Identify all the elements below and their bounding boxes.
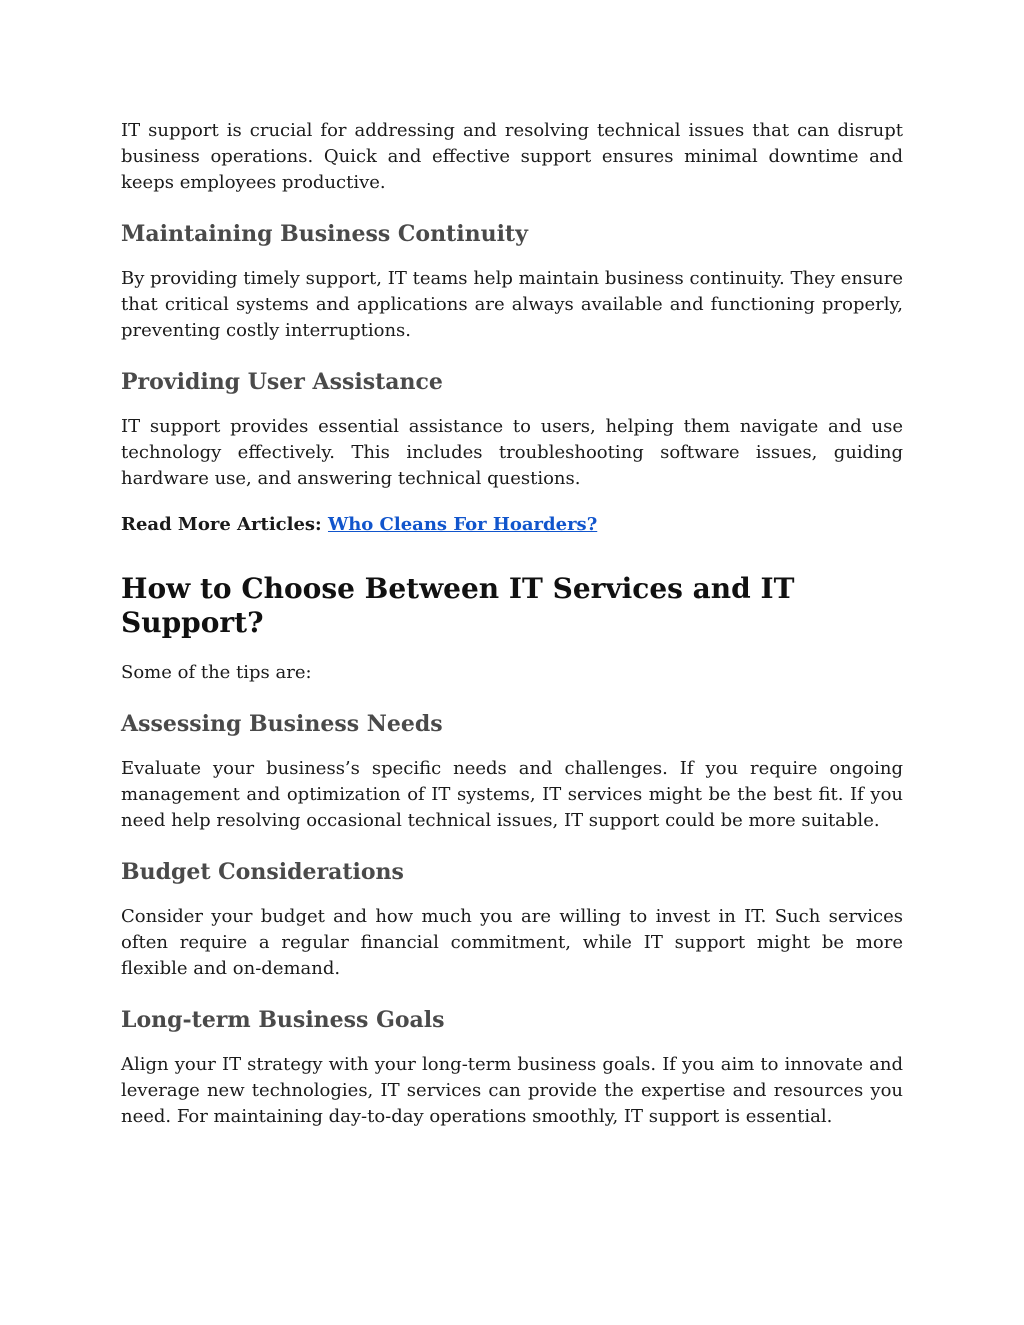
read-more-line: [121, 512, 903, 538]
heading-assessing-business-needs: Assessing Business Needs: [121, 711, 443, 737]
heading-budget-considerations: Budget Considerations: [121, 859, 404, 885]
read-more-label: Read More Articles:: [121, 514, 322, 535]
paragraph-providing-user-assistance: IT support provides essential assistance to users, helping them navigate and use technology effectively. This includes troubleshooting software issues, guiding hardware use, and answering technical questions.: [121, 416, 903, 489]
main-heading: How to Choose Between IT Services and IT Support?: [121, 572, 795, 639]
document-page: [121, 118, 903, 1130]
heading-maintaining-business-continuity: Maintaining Business Continuity: [121, 221, 528, 247]
read-more-link[interactable]: Who Cleans For Hoarders?: [327, 514, 598, 535]
heading-providing-user-assistance: Providing User Assistance: [121, 369, 443, 395]
intro-paragraph: IT support is crucial for addressing and resolving technical issues that can disrupt business operations. Quick and effective support ensures minimal downtime and keeps employees productive.: [121, 120, 903, 193]
paragraph-maintaining-business-continuity: By providing timely support, IT teams help maintain business continuity. They ensure that critical systems and applications are always available and functioning properly, preventing costly interruptions.: [121, 268, 903, 341]
heading-long-term-business-goals: Long-term Business Goals: [121, 1007, 445, 1033]
paragraph-assessing-business-needs: Evaluate your business’s specific needs and challenges. If you require ongoing management and optimization of IT systems, IT services might be the best fit. If you need help resolving occasional technical issues, IT support could be more suitable.: [121, 758, 903, 831]
tips-intro: Some of the tips are:: [121, 662, 312, 683]
paragraph-budget-considerations: Consider your budget and how much you are willing to invest in IT. Such services often require a regular financial commitment, while IT support might be more flexible and on-demand.: [121, 906, 903, 979]
paragraph-long-term-business-goals: Align your IT strategy with your long-term business goals. If you aim to innovate and leverage new technologies, IT services can provide the expertise and resources you need. For maintaining day-to-day operations smoothly, IT support is essential.: [121, 1054, 903, 1127]
